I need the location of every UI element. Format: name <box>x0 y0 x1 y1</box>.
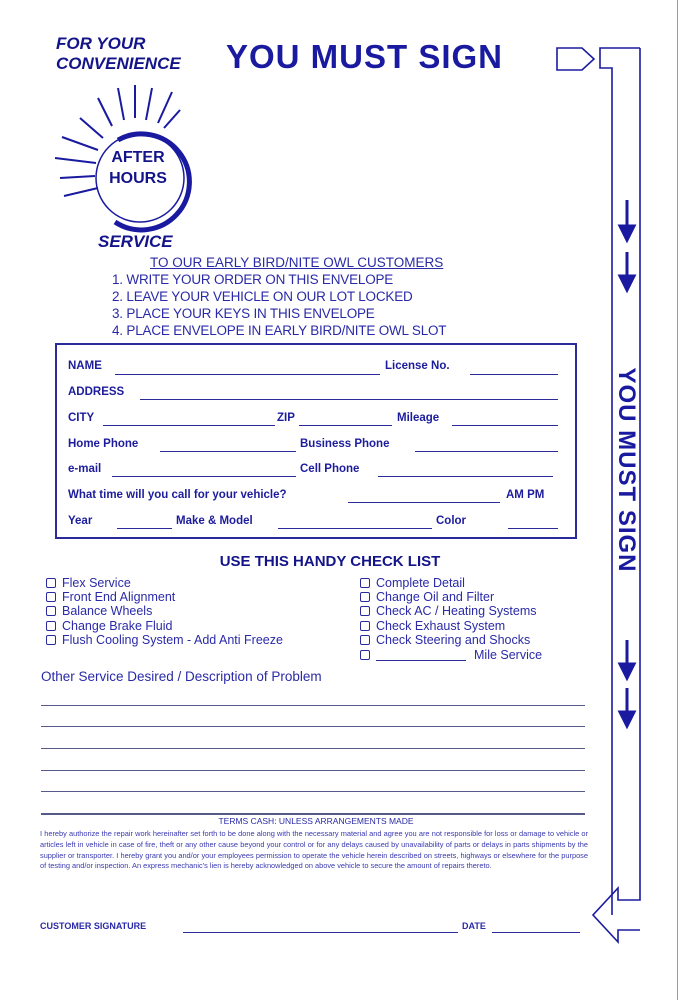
checkbox[interactable] <box>46 621 56 631</box>
checklist-label: Flush Cooling System - Add Anti Freeze <box>62 633 283 647</box>
checklist-label: Mile Service <box>474 648 543 662</box>
checklist-item-mile-service[interactable] <box>360 648 542 662</box>
description-line[interactable] <box>41 726 585 727</box>
license-label: License No. <box>385 360 450 372</box>
checkbox[interactable] <box>46 606 56 616</box>
checkbox[interactable] <box>360 621 370 631</box>
cell-phone-field[interactable] <box>378 476 553 477</box>
year-label: Year <box>68 515 93 527</box>
date-field[interactable] <box>492 932 580 933</box>
checklist-label: Change Brake Fluid <box>62 619 173 633</box>
checklist-item[interactable] <box>360 576 465 590</box>
side-you-must-sign: YOU MUST SIGN <box>613 367 640 573</box>
checklist-item[interactable] <box>46 590 175 604</box>
checkbox[interactable] <box>360 650 370 660</box>
logo-line-2: HOURS <box>109 170 167 187</box>
checkbox[interactable] <box>360 606 370 616</box>
date-label: DATE <box>462 921 486 931</box>
email-field[interactable] <box>112 476 296 477</box>
checklist-label: Complete Detail <box>376 576 465 590</box>
am-pm-label: AM PM <box>506 489 545 501</box>
mile-service-field[interactable] <box>376 649 466 661</box>
checklist-label: Check AC / Heating Systems <box>376 604 537 618</box>
after-hours-logo <box>100 147 176 189</box>
mileage-field[interactable] <box>452 425 558 426</box>
checkbox[interactable] <box>360 592 370 602</box>
description-line[interactable] <box>41 770 585 771</box>
checkbox[interactable] <box>46 578 56 588</box>
home-phone-label: Home Phone <box>68 438 139 450</box>
color-label: Color <box>436 515 467 527</box>
instruction-step: 2. LEAVE YOUR VEHICLE ON OUR LOT LOCKED <box>112 289 413 304</box>
instruction-step: 4. PLACE ENVELOPE IN EARLY BIRD/NITE OWL SLOT <box>112 323 447 338</box>
service-caption: SERVICE <box>98 232 173 251</box>
page-title: YOU MUST SIGN <box>226 38 504 75</box>
zip-field[interactable] <box>299 425 392 426</box>
checklist-label: Balance Wheels <box>62 604 153 618</box>
checkbox[interactable] <box>46 592 56 602</box>
checkbox[interactable] <box>360 635 370 645</box>
call-time-field[interactable] <box>348 502 500 503</box>
city-field[interactable] <box>103 425 275 426</box>
email-label: e-mail <box>68 463 102 475</box>
year-field[interactable] <box>117 528 172 529</box>
checklist-item[interactable] <box>360 604 536 618</box>
checkbox[interactable] <box>360 578 370 588</box>
checklist-item[interactable] <box>46 633 283 647</box>
checklist-item[interactable] <box>360 619 505 633</box>
checklist-item[interactable] <box>360 633 530 647</box>
other-service-label: Other Service Desired / Description of Problem <box>41 669 322 684</box>
description-line[interactable] <box>41 791 585 792</box>
checklist-label: Check Steering and Shocks <box>376 633 531 647</box>
address-label: ADDRESS <box>68 386 125 398</box>
checklist-heading: USE THIS HANDY CHECK LIST <box>219 553 441 570</box>
checklist-item[interactable] <box>46 619 172 633</box>
checklist-label: Check Exhaust System <box>376 619 506 633</box>
instruction-step: 1. WRITE YOUR ORDER ON THIS ENVELOPE <box>112 272 394 287</box>
description-line[interactable] <box>41 748 585 749</box>
name-field[interactable] <box>115 374 380 375</box>
checklist-label: Flex Service <box>62 576 131 590</box>
business-phone-label: Business Phone <box>300 438 390 450</box>
logo-line-1: AFTER <box>111 149 165 166</box>
signature-field[interactable] <box>183 932 458 933</box>
instructions-heading: TO OUR EARLY BIRD/NITE OWL CUSTOMERS <box>150 255 444 270</box>
signature-label: CUSTOMER SIGNATURE <box>40 921 147 931</box>
checklist-label: Front End Alignment <box>62 590 176 604</box>
checklist-item[interactable] <box>46 576 131 590</box>
terms-heading: TERMS CASH: UNLESS ARRANGEMENTS MADE <box>218 816 414 826</box>
make-model-label: Make & Model <box>176 515 253 527</box>
instruction-step: 3. PLACE YOUR KEYS IN THIS ENVELOPE <box>112 306 375 321</box>
mileage-label: Mileage <box>397 412 440 424</box>
call-time-label: What time will you call for your vehicle? <box>68 489 287 501</box>
checklist-item[interactable] <box>360 590 494 604</box>
make-model-field[interactable] <box>278 528 432 529</box>
color-field[interactable] <box>508 528 558 529</box>
checklist-label: Change Oil and Filter <box>376 590 495 604</box>
license-field[interactable] <box>470 374 558 375</box>
home-phone-field[interactable] <box>160 451 296 452</box>
city-label: CITY <box>68 412 95 424</box>
cell-phone-label: Cell Phone <box>300 463 360 475</box>
checklist-item[interactable] <box>46 604 152 618</box>
description-line[interactable] <box>41 705 585 706</box>
address-field[interactable] <box>140 399 558 400</box>
convenience-line-1: FOR YOUR <box>56 34 146 53</box>
name-label: NAME <box>68 360 102 372</box>
divider <box>41 813 585 815</box>
terms-text: I hereby authorize the repair work hereinafter set forth to be done along with the necessary material and agree you are not responsible for loss or damage to vehicle or articles left in vehicle in case of fire, theft or any other cause beyond your control or for any delays caused by unavailability of parts or delays in parts shipments by the supplier or transporter. I hereby grant you and/or your employees permission to operate the vehicle herein described on streets, highways or elsewhere for the purpose of testing and/or inspection. An express mechanic's lien is hereby acknowledged on above vehicle to secure the amount of repairs thereto. <box>40 829 588 871</box>
checkbox[interactable] <box>46 635 56 645</box>
business-phone-field[interactable] <box>415 451 558 452</box>
zip-label: ZIP <box>277 412 295 424</box>
convenience-line-2: CONVENIENCE <box>56 54 181 73</box>
